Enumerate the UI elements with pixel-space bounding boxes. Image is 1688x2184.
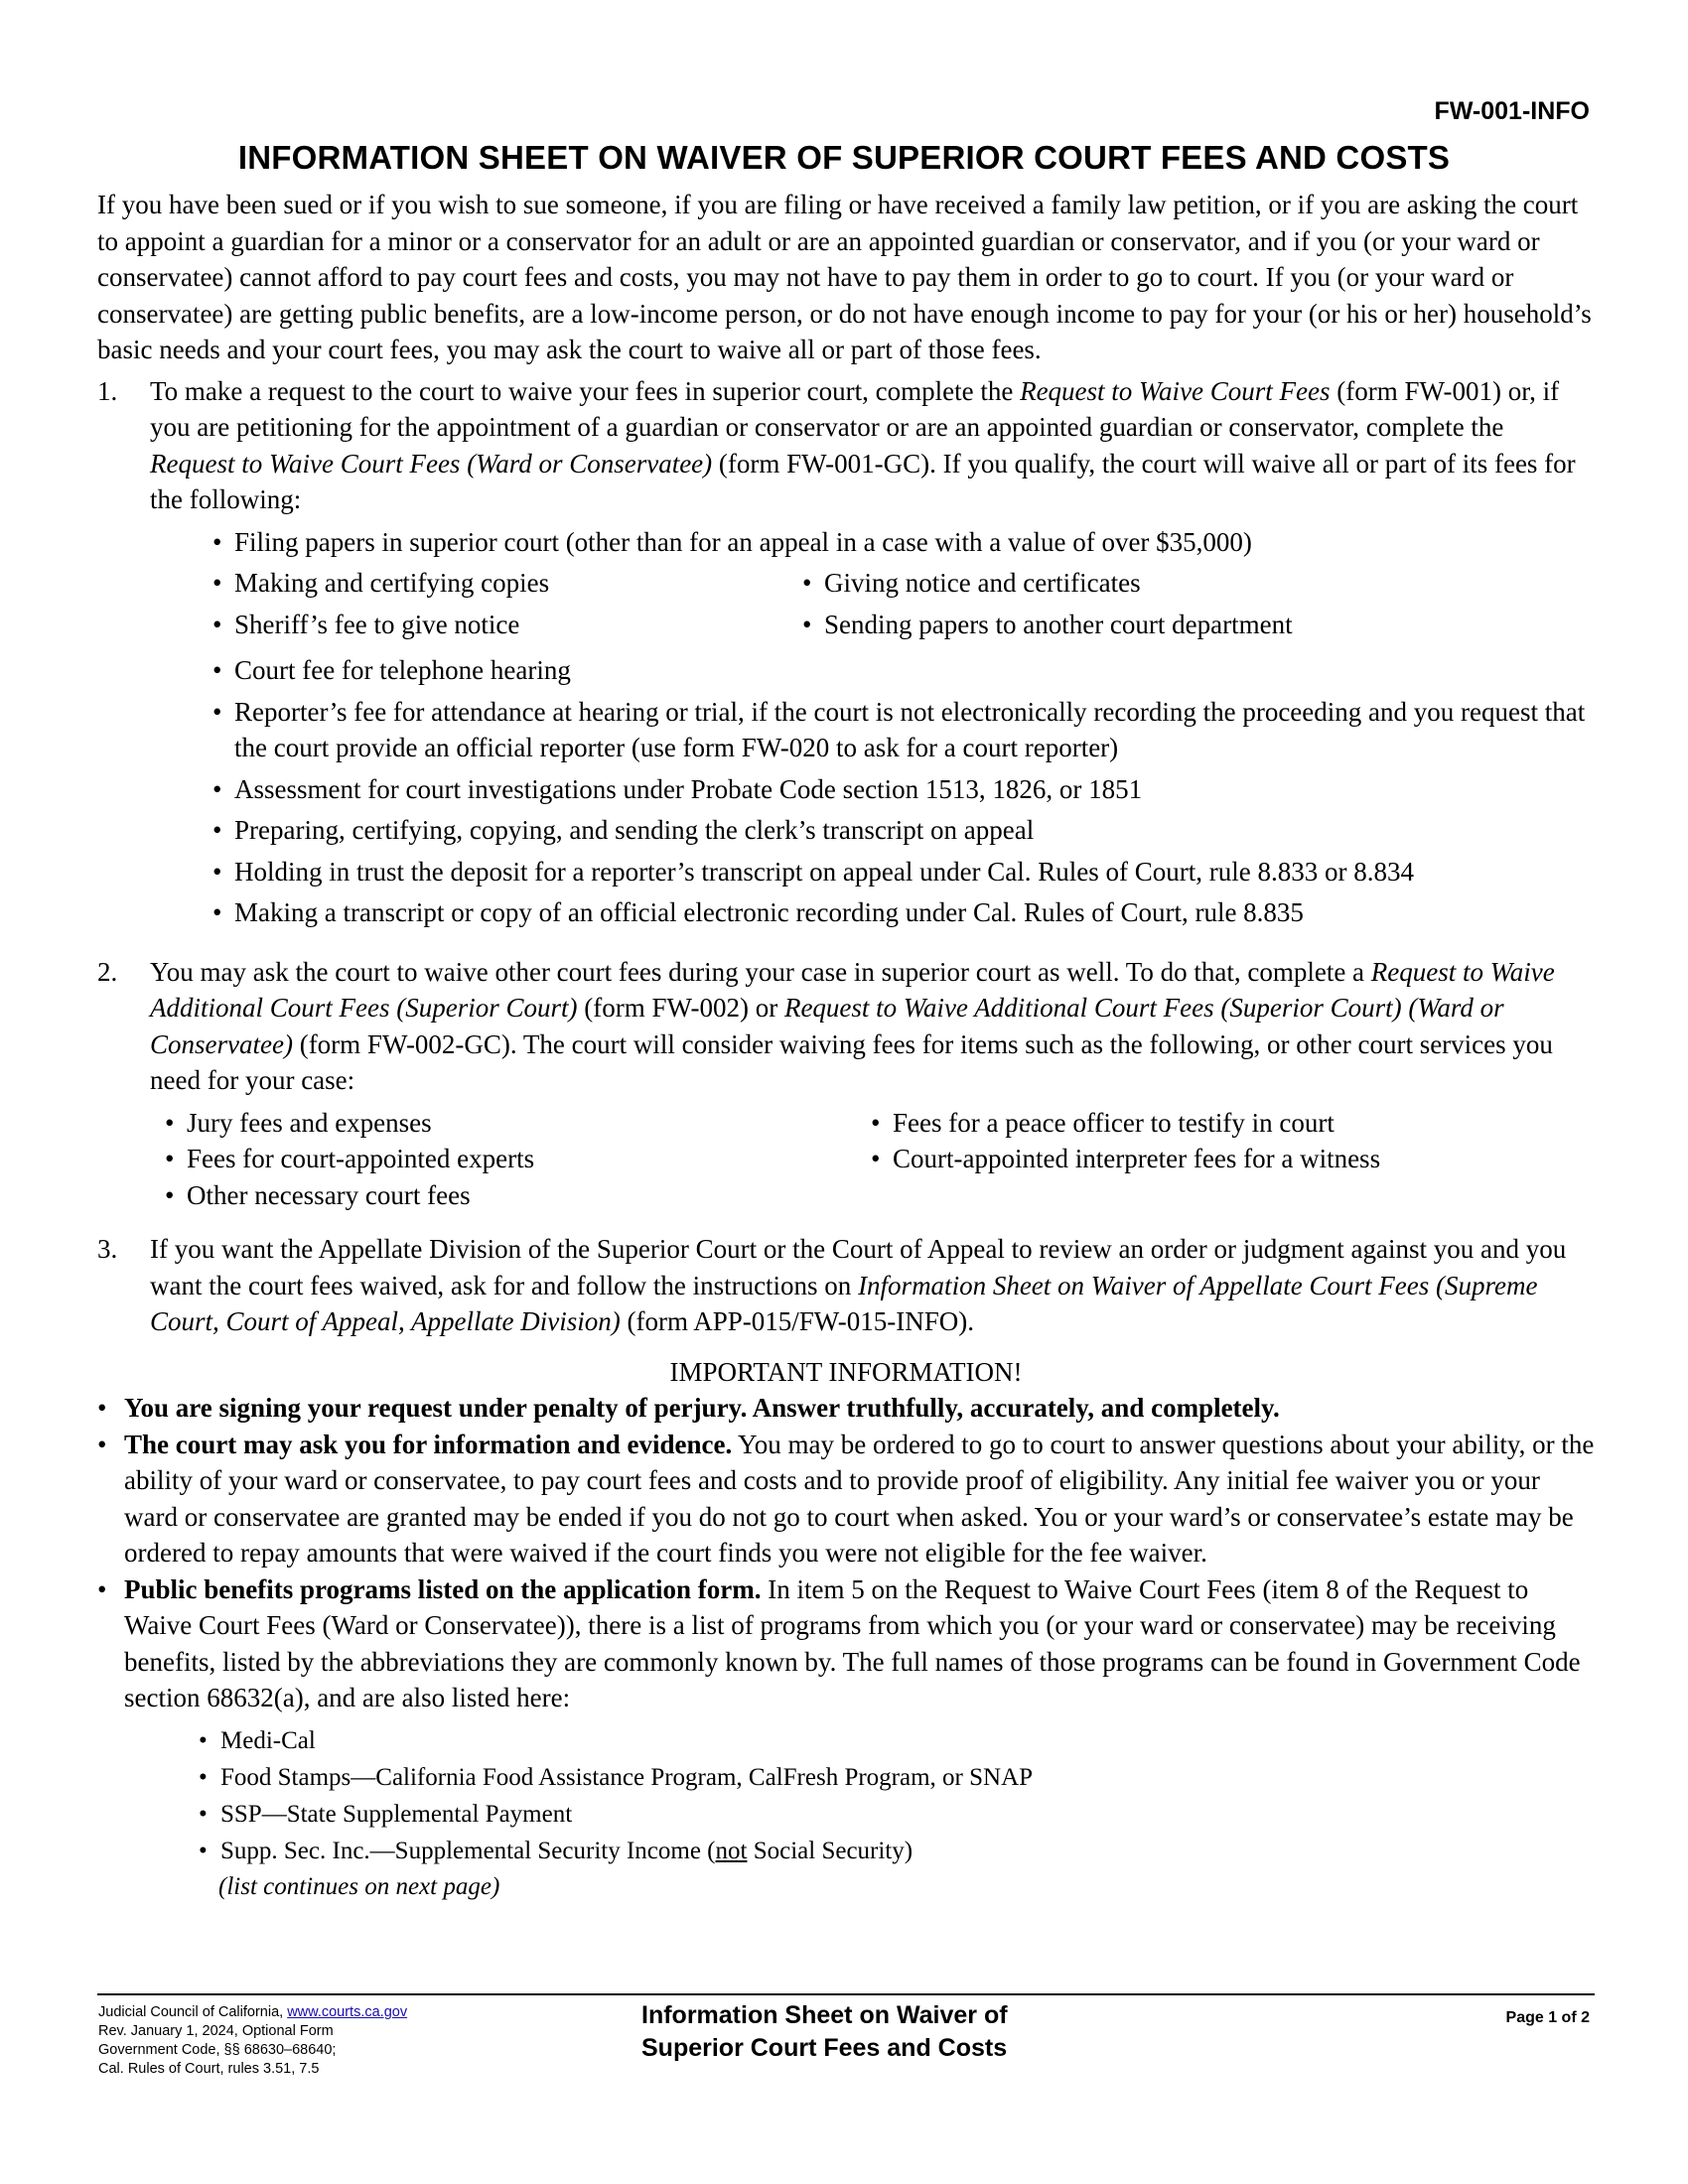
underlined-word: not	[715, 1837, 748, 1864]
item-1	[97, 373, 1595, 518]
footer-revision: Rev. January 1, 2024, Optional Form	[98, 2023, 334, 2039]
important-list	[97, 1390, 1595, 1716]
list-item-text: Social Security)	[747, 1837, 914, 1864]
item-text-part: (form FW-002) or	[577, 993, 784, 1023]
list-item: • Medi-Cal	[199, 1722, 1595, 1759]
form-number: FW-001-INFO	[1434, 97, 1590, 125]
item-3	[97, 1231, 1595, 1340]
courts-link[interactable]: www.courts.ca.gov	[287, 2004, 408, 2020]
list-item: • Filing papers in superior court (other than for an appeal in a case with a value of over $35,000)	[212, 524, 1595, 561]
footer-code: Government Code, §§ 68630–68640;	[98, 2042, 337, 2058]
item-text-part: To make a request to the court to waive your fees in superior court, complete the	[150, 375, 1021, 406]
footer-citation	[98, 2003, 407, 2079]
fee-list	[212, 652, 1595, 931]
footer-divider	[97, 1993, 1595, 1995]
list-item: • Fees for court-appointed experts	[165, 1141, 871, 1177]
bold-lead: You are signing your request under penalty of perjury. Answer truthfully, accurately, and completely.	[124, 1393, 1280, 1423]
programs-list	[199, 1722, 1595, 1869]
list-item	[97, 1427, 1595, 1571]
item-text-part: (form APP-015/FW-015-INFO).	[620, 1306, 974, 1336]
list-item: • Sending papers to another court department	[802, 607, 1595, 643]
item-text-part: (form FW-001) or, if you are petitioning for the appointment of a guardian or conservator or are an appointed guardian or conservator, complete the	[150, 375, 1560, 442]
footer-title-line: Superior Court Fees and Costs	[641, 2034, 1008, 2062]
list-item: • Giving notice and certificates	[802, 565, 1595, 602]
page-number: Page 1 of 2	[1505, 2009, 1590, 2026]
list-item-text: In item 5 on the Request to Waive Court Fees (item 8 of the Request to Waive Court Fees (Ward or Conservatee)), there is a list of programs from which you (or your ward or conservatee) may be receiving benefits, listed by the abbreviations they are commonly known by. The full names of those programs can be found in Government Code section 68632(a), and are also listed here:	[124, 1573, 1581, 1712]
list-item	[97, 1390, 1595, 1427]
list-item: • Sheriff’s fee to give notice	[212, 607, 802, 643]
item-text-part: (form FW-002-GC). The court will consider waiving fees for items such as the following, or other court services you need for your case:	[150, 1028, 1553, 1095]
item-number: 3.	[97, 1234, 118, 1264]
bold-lead: Public benefits programs listed on the application form.	[124, 1573, 762, 1604]
list-item: • Assessment for court investigations under Probate Code section 1513, 1826, or 1851	[212, 771, 1595, 808]
list-item: • Court fee for telephone hearing	[212, 652, 1595, 689]
form-title: Request to Waive Court Fees	[1020, 375, 1331, 406]
list-item: • Making a transcript or copy of an official electronic recording under Cal. Rules of Court, rule 8.835	[212, 894, 1595, 931]
item-number: 2.	[97, 956, 118, 987]
list-item: • Preparing, certifying, copying, and sending the clerk’s transcript on appeal	[212, 812, 1595, 849]
list-item	[199, 1833, 1595, 1869]
list-item: • Making and certifying copies	[212, 565, 802, 602]
important-heading: IMPORTANT INFORMATION!	[669, 1356, 1023, 1387]
footer-council: Judicial Council of California,	[98, 2004, 288, 2020]
item-text	[150, 1231, 1595, 1340]
list-item: • Fees for a peace officer to testify in court	[871, 1105, 1595, 1142]
continues-note: (list continues on next page)	[218, 1872, 500, 1900]
form-title: Information Sheet on Waiver of Appellate Court Fees (Supreme Court, Court of Appeal, Appellate Division)	[150, 1270, 1538, 1336]
document-body	[97, 187, 1595, 1905]
item-text-part: (form FW-001-GC). If you qualify, the court will waive all or part of its fees for the following:	[150, 448, 1576, 514]
list-item: • Court-appointed interpreter fees for a witness	[871, 1141, 1595, 1177]
bold-lead: The court may ask you for information and evidence.	[124, 1429, 733, 1459]
list-item: • Holding in trust the deposit for a reporter’s transcript on appeal under Cal. Rules of Court, rule 8.833 or 8.834	[212, 854, 1595, 890]
fee-list-two-column	[212, 565, 1595, 647]
page-title: INFORMATION SHEET ON WAIVER OF SUPERIOR COURT FEES AND COSTS	[237, 139, 1451, 176]
list-item: • Food Stamps—California Food Assistance Program, CalFresh Program, or SNAP	[199, 1759, 1595, 1796]
list-item: • Reporter’s fee for attendance at hearing or trial, if the court is not electronically recording the proceeding and you request that the court provide an official reporter (use form FW-020 to ask for a court reporter)	[212, 694, 1595, 766]
form-title: Request to Waive Court Fees (Ward or Conservatee)	[150, 448, 713, 478]
item-text	[150, 373, 1595, 518]
additional-fee-list	[165, 1105, 1595, 1214]
item-2	[97, 954, 1595, 1099]
footer-title	[641, 1999, 1008, 2065]
footer-title-line: Information Sheet on Waiver of	[641, 2001, 1008, 2029]
list-item: • Jury fees and expenses	[165, 1105, 871, 1142]
item-text	[150, 954, 1595, 1099]
list-item-text: You may be ordered to go to court to answer questions about your ability, or the ability of your ward or conservatee, to pay court fees and costs and to provide proof of eligibility. Any initial fee waiver you or your ward or conservatee are granted may be ended if you do not go to court when asked. You or your ward’s or conservatee’s estate may be ordered to repay amounts that were waived if the court finds you were not eligible for the fee waiver.	[124, 1429, 1595, 1568]
form-title: Request to Waive Additional Court Fees (Superior Court)	[150, 956, 1555, 1023]
list-item-text: Supp. Sec. Inc.—Supplemental Security Income (	[220, 1837, 716, 1864]
item-text-part: You may ask the court to waive other court fees during your case in superior court as well. To do that, complete a	[150, 956, 1371, 987]
list-item: • Other necessary court fees	[165, 1177, 871, 1214]
intro-paragraph: If you have been sued or if you wish to sue someone, if you are filing or have received a family law petition, or if you are asking the court to appoint a guardian for a minor or a conservator for an adult or are an appointed guardian or conservator, and if you (or your ward or conservatee) cannot afford to pay court fees and costs, you may not have to pay them in order to go to court. If you (or your ward or conservatee) are getting public benefits, are a low-income person, or do not have enough income to pay for your (or his or her) household’s basic needs and your court fees, you may ask the court to waive all or part of those fees.	[97, 190, 1592, 364]
list-item	[97, 1571, 1595, 1716]
item-text-part: If you want the Appellate Division of the Superior Court or the Court of Appeal to review an order or judgment against you and you want the court fees waived, ask for and follow the instructions on	[150, 1234, 1567, 1300]
fee-list	[212, 524, 1595, 561]
item-number: 1.	[97, 375, 118, 406]
form-title: Request to Waive Additional Court Fees (Superior Court) (Ward or Conservatee)	[150, 993, 1504, 1059]
list-item: • SSP—State Supplemental Payment	[199, 1796, 1595, 1833]
footer-rules: Cal. Rules of Court, rules 3.51, 7.5	[98, 2061, 320, 2077]
